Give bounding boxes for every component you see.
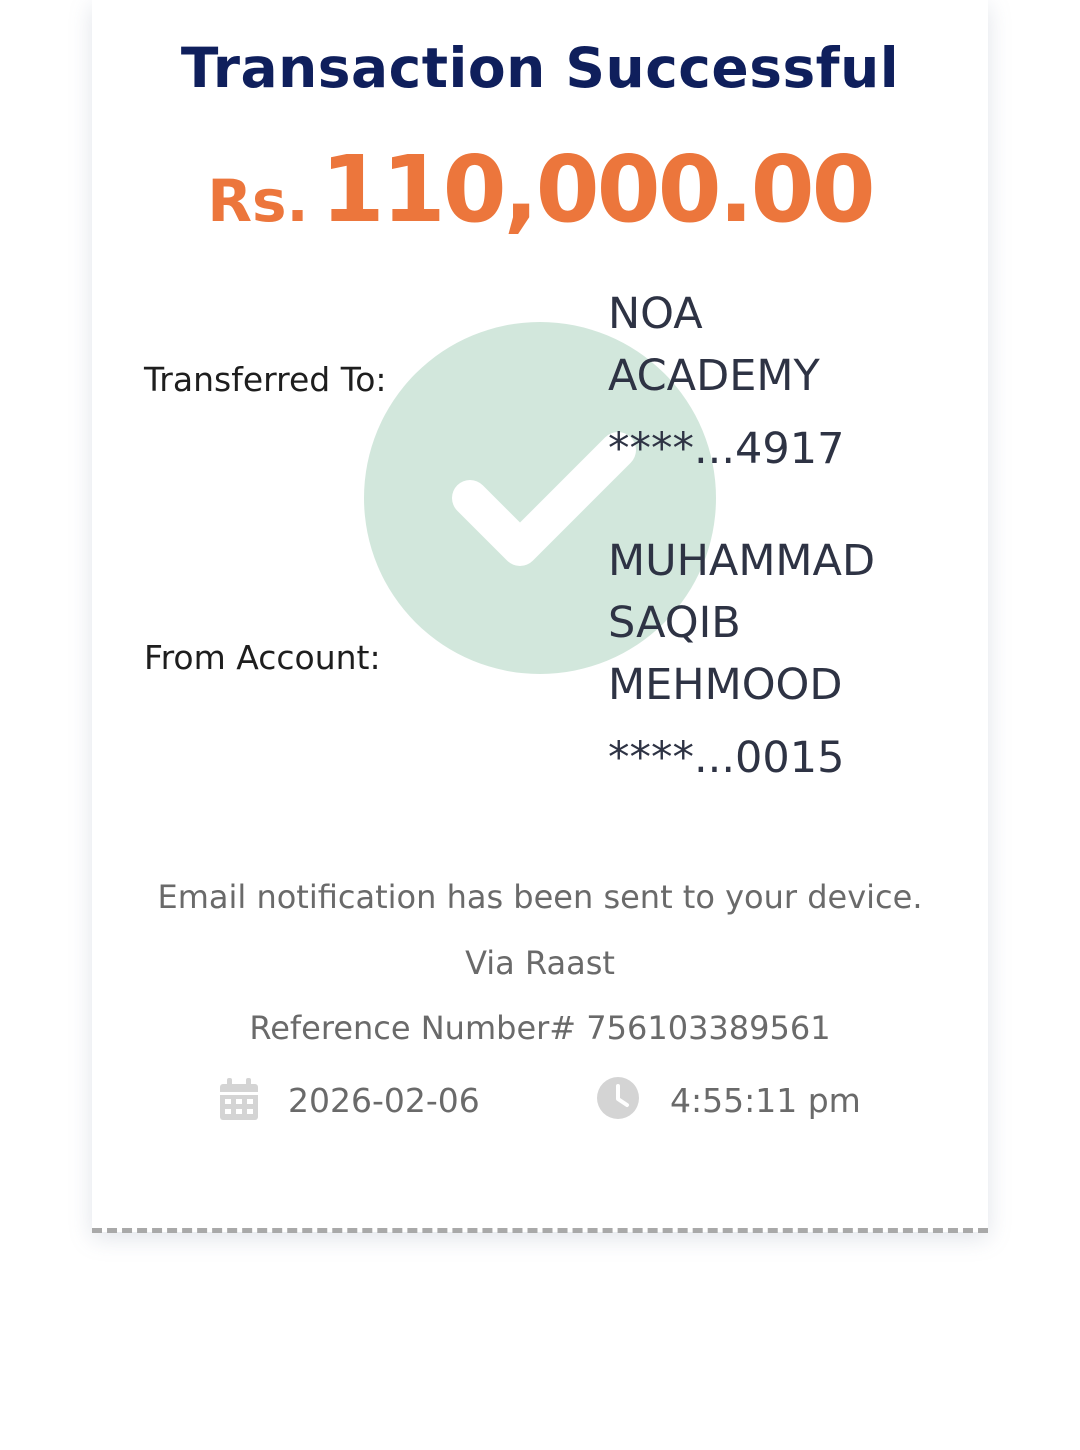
from-account-details	[608, 530, 875, 788]
receipt-card	[92, 0, 988, 1232]
sender-account-number: ****...0015	[608, 733, 845, 783]
calendar-icon	[220, 1078, 258, 1120]
email-notification-text: Email notification has been sent to your device.	[157, 878, 923, 916]
recipient-name-line: NOA	[608, 289, 703, 339]
clock-icon	[597, 1077, 639, 1119]
receipt-tear-edge	[92, 1228, 988, 1233]
transferred-to-details	[608, 283, 844, 479]
transaction-date: 2026-02-06	[288, 1081, 480, 1120]
sender-name-line: MEHMOOD	[608, 660, 843, 710]
transaction-time: 4:55:11 pm	[670, 1081, 861, 1120]
sender-name-line: MUHAMMAD	[608, 536, 876, 586]
page-title: Transaction Successful	[180, 36, 900, 100]
recipient-account-number: ****...4917	[608, 424, 845, 474]
amount-value: 110,000.00	[320, 136, 873, 243]
reference-number: Reference Number# 756103389561	[249, 1009, 831, 1047]
amount-currency: Rs.	[207, 167, 309, 235]
transaction-amount	[92, 136, 988, 243]
recipient-name-line: ACADEMY	[608, 351, 820, 401]
payment-channel-text: Via Raast	[465, 944, 615, 982]
from-account-label: From Account:	[144, 638, 381, 677]
transferred-to-label: Transferred To:	[144, 360, 387, 399]
sender-name-line: SAQIB	[608, 598, 741, 648]
